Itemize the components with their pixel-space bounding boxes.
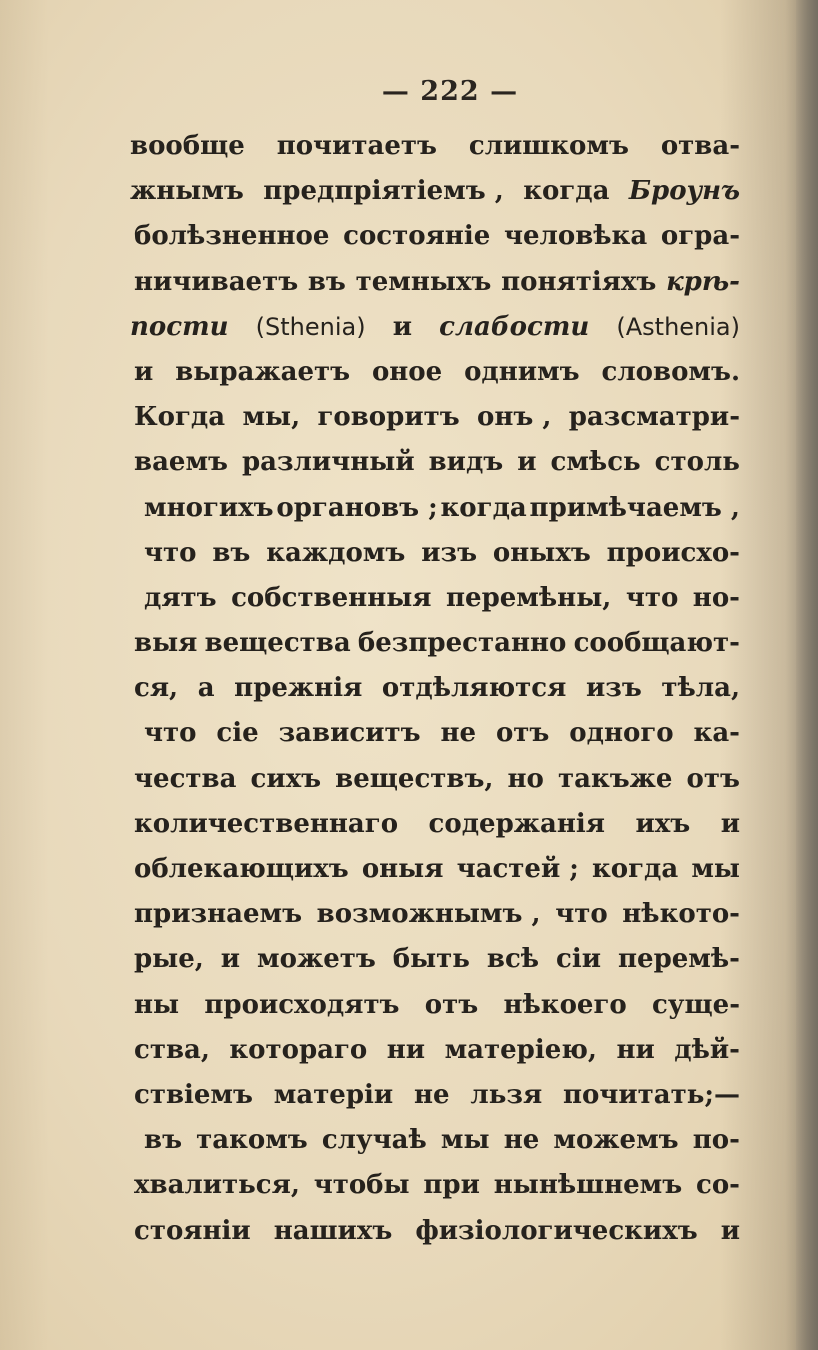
text-line <box>130 847 740 892</box>
page-edge-shadow <box>796 0 818 1350</box>
word: ства, <box>134 1034 210 1065</box>
word: дѣй- <box>674 1034 740 1065</box>
word: различный <box>241 447 415 478</box>
text-line <box>130 395 740 440</box>
word: крѣ- <box>666 266 740 297</box>
word: котораго <box>229 1034 368 1065</box>
text-line <box>130 757 740 802</box>
word: изъ <box>585 673 642 704</box>
word: состояніе <box>343 221 491 252</box>
text-line <box>130 1118 740 1163</box>
text-line <box>130 1163 740 1208</box>
word: хвалиться, <box>134 1170 300 1201</box>
word: такъже <box>557 763 673 794</box>
word: отдѣляются <box>381 673 567 704</box>
text-line <box>130 305 740 350</box>
word: мы, <box>242 402 301 433</box>
word: сихъ <box>250 763 322 794</box>
word: вообще <box>130 131 245 161</box>
text-line <box>130 1209 740 1254</box>
word: Броунъ <box>628 176 740 207</box>
word: льзя <box>470 1079 543 1110</box>
word: мы <box>440 1125 490 1156</box>
text-line <box>130 486 740 531</box>
word: ка- <box>693 718 740 749</box>
word: болѣзненное <box>134 221 330 252</box>
word: ничиваетъ <box>134 266 299 297</box>
word: нѣкото- <box>622 899 740 930</box>
word: физіологическихъ <box>415 1215 698 1246</box>
word: прежнія <box>234 673 363 704</box>
word: собственныя <box>231 582 432 613</box>
word: ихъ <box>635 808 691 839</box>
word: ствіемъ <box>134 1079 253 1110</box>
word: выя <box>134 628 198 659</box>
word: не <box>440 718 477 749</box>
word: безпрестанно <box>357 628 567 659</box>
word: въ <box>212 537 251 568</box>
word: что <box>555 899 608 930</box>
word: органовъ ; <box>276 492 438 523</box>
text-line <box>130 214 740 259</box>
word: предпріятіемъ , <box>263 176 504 207</box>
word: при <box>423 1170 480 1201</box>
word: происхо- <box>606 537 740 568</box>
word: и <box>134 356 154 387</box>
word: ни <box>386 1034 426 1065</box>
word: почитаетъ <box>276 131 437 161</box>
word: признаемъ <box>134 899 303 930</box>
word: почитать;— <box>562 1079 740 1110</box>
word: можемъ <box>553 1125 679 1156</box>
word: сообщают- <box>573 628 740 659</box>
word: и <box>720 808 740 839</box>
word: со- <box>695 1170 740 1201</box>
text-line <box>130 983 740 1028</box>
word: облекающихъ <box>134 854 349 884</box>
text-line <box>130 802 740 847</box>
word: мы <box>691 854 740 884</box>
word: оное <box>371 356 443 387</box>
word: темныхъ <box>355 266 492 297</box>
word: отва- <box>660 131 740 161</box>
word: сіе <box>216 718 259 749</box>
word: нынѣшнемъ <box>493 1170 683 1201</box>
word: (Sthenia) <box>255 312 366 341</box>
word: огра- <box>660 221 740 252</box>
body-text <box>130 124 740 1254</box>
word: однимъ <box>464 356 580 387</box>
word: стояніи <box>134 1215 251 1246</box>
word: тѣла, <box>661 673 740 704</box>
word: отъ <box>495 718 550 749</box>
word: когда <box>440 492 527 523</box>
word: разсматри- <box>568 402 740 433</box>
word: слабости <box>439 311 590 342</box>
word: что <box>144 537 197 568</box>
word: возможнымъ , <box>316 899 541 930</box>
word: перемѣны, <box>446 582 612 613</box>
word: а <box>197 673 215 704</box>
word: ваемъ <box>134 447 228 478</box>
word: ся, <box>134 673 179 704</box>
word: каждомъ <box>266 537 406 568</box>
word: по- <box>692 1125 740 1156</box>
word: отъ <box>424 989 479 1020</box>
word: и <box>392 311 413 342</box>
word: человѣка <box>503 221 648 252</box>
text-line <box>130 937 740 982</box>
word: столь <box>654 447 740 478</box>
word: частей ; <box>456 854 579 884</box>
word: такомъ <box>196 1125 308 1156</box>
text-line <box>130 711 740 756</box>
text-line <box>130 440 740 485</box>
text-line <box>130 531 740 576</box>
word: но- <box>692 582 740 613</box>
word: слишкомъ <box>468 131 629 161</box>
text-line <box>130 350 740 395</box>
word: и <box>517 447 537 478</box>
word: не <box>503 1125 540 1156</box>
word: веществъ, <box>335 763 494 794</box>
word: словомъ. <box>601 356 740 387</box>
word: количественнаго <box>134 808 399 839</box>
word: что <box>144 718 197 749</box>
word: и <box>720 1215 740 1246</box>
word: всѣ <box>486 944 540 975</box>
word: не <box>414 1079 450 1110</box>
text-line <box>130 666 740 711</box>
word: матеріею, <box>444 1034 597 1065</box>
word: видъ <box>428 447 504 478</box>
text-line <box>130 1028 740 1073</box>
text-line <box>130 124 740 169</box>
word: вещества <box>204 628 351 659</box>
text-line <box>130 892 740 937</box>
word: смѣсь <box>550 447 641 478</box>
word: дятъ <box>144 582 217 613</box>
text-line <box>130 576 740 621</box>
word: нашихъ <box>273 1215 393 1246</box>
word: происходятъ <box>204 989 400 1020</box>
word: понятіяхъ <box>501 266 657 297</box>
word: быть <box>392 944 470 975</box>
word: говоритъ <box>317 402 460 433</box>
word: многихъ <box>144 492 274 523</box>
word: но <box>507 763 544 794</box>
word: и <box>220 944 241 975</box>
word: въ <box>307 266 346 297</box>
word: случаѣ <box>321 1125 427 1156</box>
word: матеріи <box>273 1079 394 1110</box>
word: выражаетъ <box>175 356 351 387</box>
word: жнымъ <box>130 176 244 207</box>
word: нѣкоего <box>503 989 627 1020</box>
word: (Asthenia) <box>616 312 740 341</box>
text-line <box>130 260 740 305</box>
word: одного <box>569 718 674 749</box>
word: можетъ <box>257 944 376 975</box>
word: рые, <box>134 944 204 975</box>
word: чтобы <box>313 1170 410 1201</box>
word: оныхъ <box>492 537 591 568</box>
word: изъ <box>421 537 478 568</box>
word: когда <box>523 176 610 207</box>
word: ни <box>616 1034 655 1065</box>
word: онъ , <box>477 402 552 433</box>
text-line <box>130 169 740 214</box>
word: суще- <box>652 989 740 1020</box>
word: примѣчаемъ , <box>529 492 740 523</box>
word: отъ <box>686 763 740 794</box>
page-number: — 222 — <box>381 76 519 107</box>
word: перемѣ- <box>618 944 740 975</box>
word: чества <box>134 763 237 794</box>
word: содержанія <box>428 808 605 839</box>
text-line <box>130 1073 740 1118</box>
word: что <box>625 582 679 613</box>
word: въ <box>144 1125 183 1156</box>
word: пости <box>130 311 229 342</box>
word: оныя <box>361 854 444 884</box>
word: Когда <box>134 402 226 433</box>
word: зависитъ <box>278 718 421 749</box>
word: ны <box>134 989 180 1020</box>
text-line <box>130 621 740 666</box>
word: когда <box>591 854 679 884</box>
word: сіи <box>556 944 602 975</box>
